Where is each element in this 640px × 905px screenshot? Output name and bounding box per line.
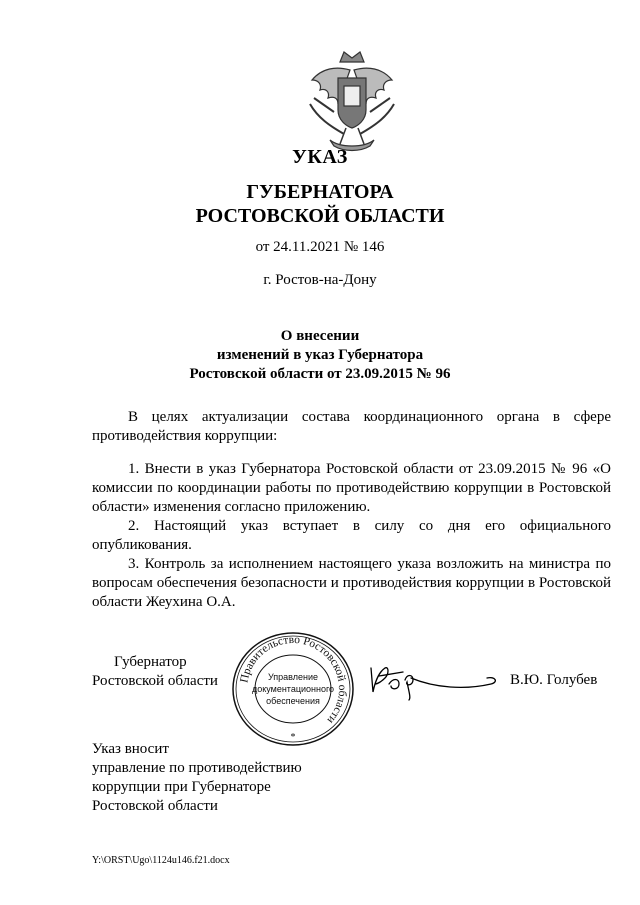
subject-line-2: изменений в указ Губернатора [216,347,424,363]
submitted-by-note [92,740,302,816]
body-preamble [92,408,611,446]
document-subject [0,327,640,384]
document-date-number: от 24.11.2021 № 146 [255,239,385,255]
signer-name: В.Ю. Голубев [510,672,598,688]
seal-outer-text: Правительство Ростовской области [238,633,349,726]
document-city: г. Ростов-на-Дону [263,272,377,288]
issuer-title [0,180,640,228]
item-paragraph-2: 2. Настоящий указ вступает в силу со дня его официального опубликования. [92,518,611,553]
subject-line-1: О внесении [280,328,360,344]
submitted-by-line-3: коррупции при Губернаторе [92,779,271,795]
item-paragraph-3: 3. Контроль за исполнением настоящего указа возложить на министра по вопросам обеспечения безопасности и противодействия коррупции в Ростовской области Жеухина О.А. [92,556,611,610]
seal-inner-line-1: Управление [267,672,319,682]
subject-line-3: Ростовской области от 23.09.2015 № 96 [189,366,451,382]
submitted-by-line-2: управление по противодействию [92,760,302,776]
preamble-paragraph: В целях актуализации состава координационного органа в сфере противодействия коррупции: [92,409,611,444]
handwritten-signature [365,654,500,702]
signer-position-line-1: Губернатор [114,654,187,670]
seal-inner-line-2: документационного [251,684,335,694]
file-path: Y:\ORST\Ugo\1124u146.f21.docx [92,855,230,866]
official-seal [229,630,357,748]
coat-of-arms-icon [300,48,404,156]
body-items [92,460,611,612]
signer-position [92,653,218,691]
document-type-title: УКАЗ [292,146,348,168]
item-paragraph-1: 1. Внести в указ Губернатора Ростовской области от 23.09.2015 № 96 «О комиссии по координации работы по противодействию коррупции в Ростовской области» изменения согласно приложению. [92,461,611,515]
signer-position-line-2: Ростовской области [92,673,218,689]
seal-star: * [290,732,296,743]
seal-inner-line-3: обеспечения [266,696,320,706]
submitted-by-line-4: Ростовской области [92,798,218,814]
issuer-line-1: ГУБЕРНАТОРА [246,181,394,203]
submitted-by-line-1: Указ вносит [92,741,169,757]
issuer-line-2: РОСТОВСКОЙ ОБЛАСТИ [195,205,445,227]
